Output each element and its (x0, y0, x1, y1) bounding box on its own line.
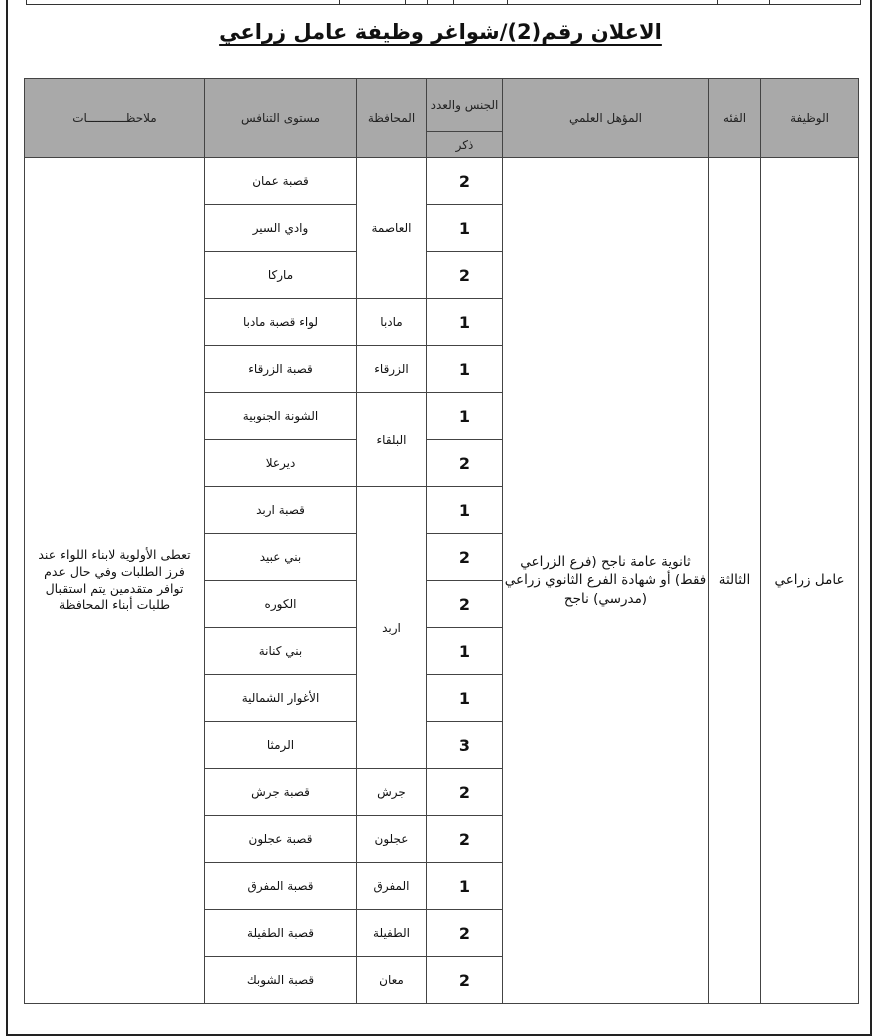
job-cell: عامل زراعي (761, 158, 859, 1004)
header-male: ذكر (427, 132, 503, 158)
count-cell: 1 (427, 675, 503, 722)
notes-cell: تعطى الأولوية لابناء اللواء عند فرز الطلبات وفي حال عدم توافر متقدمين يتم استقبال طلبات أبناء المحافظة (25, 158, 205, 1004)
area-cell: قصبة اربد (205, 487, 357, 534)
count-cell: 2 (427, 769, 503, 816)
header-governorate: المحافظة (357, 79, 427, 158)
area-cell: الأغوار الشمالية (205, 675, 357, 722)
governorate-cell: الطفيلة (357, 910, 427, 957)
count-cell: 2 (427, 252, 503, 299)
count-cell: 2 (427, 910, 503, 957)
area-cell: قصبة عجلون (205, 816, 357, 863)
previous-table-edge (26, 0, 861, 5)
count-cell: 1 (427, 628, 503, 675)
area-cell: الرمثا (205, 722, 357, 769)
header-job: الوظيفة (761, 79, 859, 158)
area-cell: قصبة الشوبك (205, 957, 357, 1004)
count-cell: 2 (427, 440, 503, 487)
count-cell: 2 (427, 581, 503, 628)
header-qualification: المؤهل العلمي (503, 79, 709, 158)
area-cell: ماركا (205, 252, 357, 299)
count-cell: 1 (427, 299, 503, 346)
count-cell: 2 (427, 158, 503, 205)
governorate-cell: المفرق (357, 863, 427, 910)
area-cell: قصبة الزرقاء (205, 346, 357, 393)
governorate-cell: اربد (357, 487, 427, 769)
governorate-cell: معان (357, 957, 427, 1004)
area-cell: قصبة الطفيلة (205, 910, 357, 957)
count-cell: 1 (427, 863, 503, 910)
qualification-cell: ثانوية عامة ناجح (فرع الزراعي فقط) أو شهادة الفرع الثانوي زراعي (مدرسي) ناجح (503, 158, 709, 1004)
header-notes: ملاحظـــــــــــات (25, 79, 205, 158)
area-cell: الكوره (205, 581, 357, 628)
vacancies-table (24, 78, 859, 1004)
area-cell: الشونة الجنوبية (205, 393, 357, 440)
governorate-cell: العاصمة (357, 158, 427, 299)
header-category: الفئه (709, 79, 761, 158)
count-cell: 2 (427, 957, 503, 1004)
area-cell: قصبة عمان (205, 158, 357, 205)
count-cell: 2 (427, 534, 503, 581)
header-competition-level: مستوى التنافس (205, 79, 357, 158)
count-cell: 1 (427, 393, 503, 440)
count-cell: 3 (427, 722, 503, 769)
area-cell: قصبة المفرق (205, 863, 357, 910)
count-cell: 2 (427, 816, 503, 863)
header-gender-count: الجنس والعدد (427, 79, 503, 132)
governorate-cell: مادبا (357, 299, 427, 346)
governorate-cell: البلقاء (357, 393, 427, 487)
announcement-title: الاعلان رقم(2)/شواغر وظيفة عامل زراعي (219, 20, 662, 44)
governorate-cell: الزرقاء (357, 346, 427, 393)
area-cell: بني عبيد (205, 534, 357, 581)
area-cell: بني كنانة (205, 628, 357, 675)
area-cell: قصبة جرش (205, 769, 357, 816)
count-cell: 1 (427, 205, 503, 252)
count-cell: 1 (427, 346, 503, 393)
area-cell: ديرعلا (205, 440, 357, 487)
category-cell: الثالثة (709, 158, 761, 1004)
count-cell: 1 (427, 487, 503, 534)
governorate-cell: جرش (357, 769, 427, 816)
area-cell: وادي السير (205, 205, 357, 252)
area-cell: لواء قصبة مادبا (205, 299, 357, 346)
governorate-cell: عجلون (357, 816, 427, 863)
